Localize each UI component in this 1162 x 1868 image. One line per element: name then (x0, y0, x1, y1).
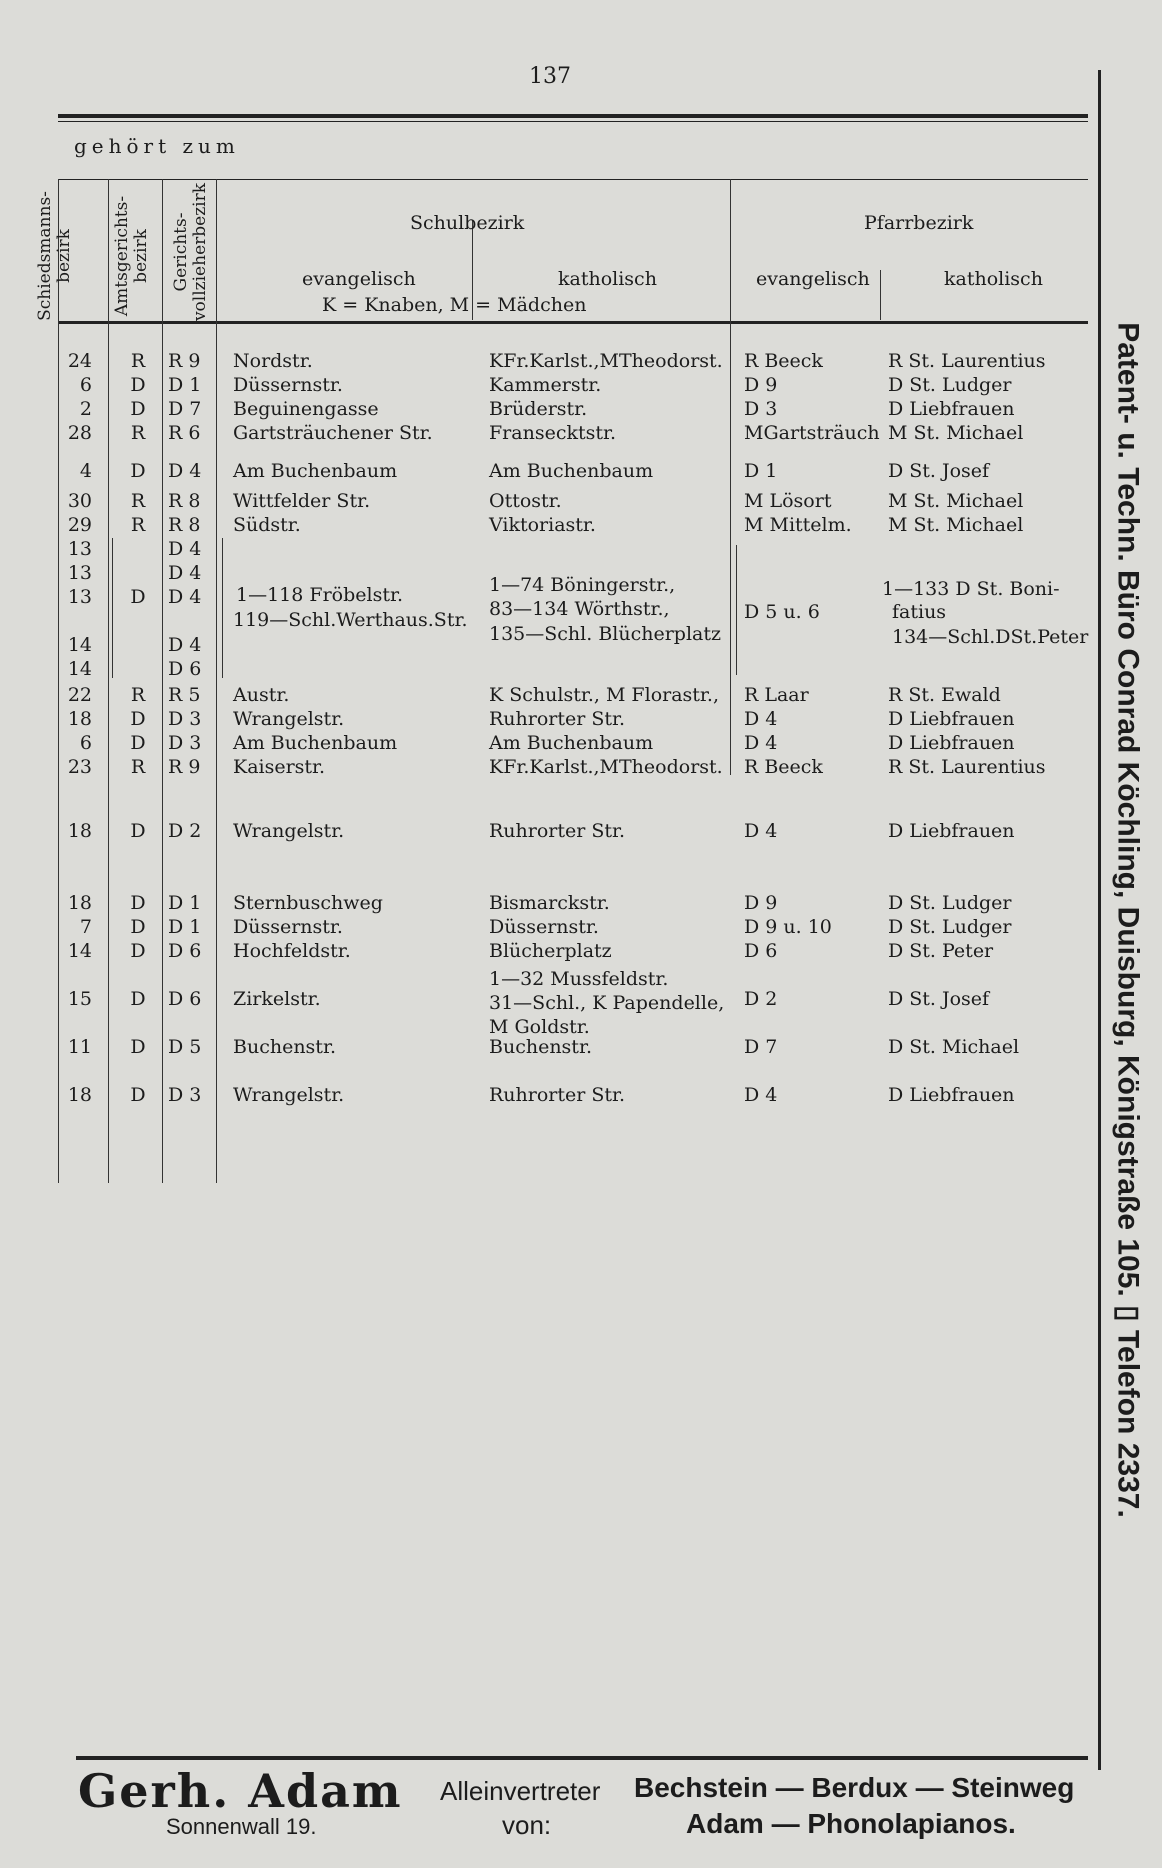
header-gehoert: gehört zum (74, 134, 240, 158)
schul-ev-cell: Nordstr. (233, 350, 313, 372)
table-row (0, 350, 1100, 374)
schiedsmann-cell: 18 (67, 1084, 92, 1106)
table-row (0, 892, 1100, 916)
amtsgericht-cell: R (130, 756, 146, 778)
amtsgericht-cell: D (130, 988, 146, 1010)
schiedsmann-cell: 23 (67, 756, 92, 778)
amtsgericht-cell: R (130, 350, 146, 372)
table-row (0, 398, 1100, 422)
zirkel-kat-line1: 1—32 Mussfeldstr. (489, 968, 669, 990)
schiedsmann-cell: 28 (67, 422, 92, 444)
schul-kat-cell: Am Buchenbaum (489, 460, 654, 482)
group-pkat-line2: fatius (892, 601, 947, 623)
schul-ev-cell: Gartsträuchener Str. (233, 422, 433, 444)
schul-kat-cell: Ruhrorter Str. (489, 708, 626, 730)
amtsgericht-cell: R (130, 514, 146, 536)
schiedsmann-cell: 2 (79, 398, 92, 420)
amtsgericht-cell: D (130, 374, 146, 396)
footer-rule (76, 1756, 1088, 1760)
pfarr-kat-cell: D St. Josef (888, 988, 990, 1010)
schul-ev-cell: Zirkelstr. (233, 988, 321, 1010)
side-advertisement (1098, 200, 1158, 1640)
table-row (0, 916, 1100, 940)
table-row (0, 708, 1100, 732)
gerichtsvollzieher-cell: D 6 (168, 988, 202, 1010)
schul-kat-cell: Ruhrorter Str. (489, 820, 626, 842)
schul-ev-cell: Am Buchenbaum (233, 732, 398, 754)
schul-kat-cell: Bismarckstr. (489, 892, 610, 914)
header-schul-katholisch: katholisch (558, 268, 657, 290)
footer-brand: Gerh. Adam (78, 1764, 403, 1818)
pfarr-kat-cell: R St. Laurentius (888, 350, 1046, 372)
pfarr-ev-cell: R Beeck (744, 756, 823, 778)
gerichtsvollzieher-cell: R 8 (168, 514, 201, 536)
pfarr-ev-cell: D 7 (744, 1036, 778, 1058)
gerichtsvollzieher-cell: R 5 (168, 684, 201, 706)
footer-von: von: (502, 1810, 552, 1840)
schiedsmann-cell: 13 (67, 538, 92, 560)
schiedsmann-cell: 6 (79, 374, 92, 396)
amtsgericht-cell: D (130, 1036, 146, 1058)
schiedsmann-cell: 13 (67, 586, 92, 608)
pfarr-ev-cell: R Laar (744, 684, 809, 706)
table-row (0, 1084, 1100, 1108)
group-kat-line1: 1—74 Böningerstr., (489, 574, 676, 596)
schul-kat-cell: Viktoriastr. (489, 514, 596, 536)
pfarr-kat-cell: D St. Ludger (888, 374, 1012, 396)
zirkel-kat-line2: 31—Schl., K Papendelle, (489, 992, 725, 1014)
schiedsmann-cell: 22 (67, 684, 92, 706)
side-ad-text: Patent- u. Techn. Büro Conrad Köchling, Duisburg, Königstraße 105. ▯ Telefon 2337. (1111, 322, 1145, 1518)
gerichtsvollzieher-cell: D 7 (168, 398, 202, 420)
gerichtsvollzieher-cell: D 6 (168, 940, 202, 962)
pfarr-kat-cell: D Liebfrauen (888, 398, 1015, 420)
amtsgericht-cell: D (130, 586, 146, 608)
pfarr-kat-cell: R St. Ewald (888, 684, 1001, 706)
header-pfarr-katholisch: katholisch (944, 268, 1043, 290)
amtsgericht-cell: D (130, 820, 146, 842)
schiedsmann-cell: 7 (79, 916, 92, 938)
amtsgericht-cell: D (130, 916, 146, 938)
pfarr-kat-cell: D St. Ludger (888, 916, 1012, 938)
amtsgericht-cell: D (130, 892, 146, 914)
pfarr-kat-cell: R St. Laurentius (888, 756, 1046, 778)
table-row (0, 684, 1100, 708)
group-kat-line3: 135—Schl. Blücherplatz (489, 623, 722, 645)
footer-alleinvertreter: Alleinvertreter (440, 1776, 601, 1806)
schul-ev-cell: Buchenstr. (233, 1036, 336, 1058)
table-row (0, 940, 1100, 964)
gerichtsvollzieher-cell: D 1 (168, 892, 202, 914)
table-row (0, 658, 1100, 682)
header-pfarr-evangelisch: evangelisch (756, 268, 870, 290)
amtsgericht-cell: D (130, 732, 146, 754)
table-row (0, 374, 1100, 398)
table-row (0, 732, 1100, 756)
amtsgericht-cell: R (130, 490, 146, 512)
schul-kat-cell: Düssernstr. (489, 916, 599, 938)
amtsgericht-cell: D (130, 1084, 146, 1106)
schiedsmann-cell: 14 (67, 634, 92, 656)
schul-kat-cell: Fransecktstr. (489, 422, 617, 444)
header-schulbezirk: Schulbezirk (410, 212, 525, 234)
col-line (880, 270, 881, 320)
table-row (0, 820, 1100, 844)
gerichtsvollzieher-cell: R 9 (168, 756, 201, 778)
table-row (0, 514, 1100, 538)
pfarr-ev-cell: D 9 (744, 892, 778, 914)
footer-brands-line2: Adam — Phonolapianos. (686, 1808, 1016, 1839)
amtsgericht-cell: D (130, 940, 146, 962)
gerichtsvollzieher-cell: D 4 (168, 460, 202, 482)
table-row (0, 490, 1100, 514)
schul-ev-cell: Wittfelder Str. (233, 490, 371, 512)
pfarr-ev-cell: MGartsträuch (744, 422, 880, 444)
schul-ev-cell: Am Buchenbaum (233, 460, 398, 482)
schiedsmann-cell: 6 (79, 732, 92, 754)
group-ev-line2: 119—Schl.Werthaus.Str. (233, 609, 468, 631)
schul-kat-cell: KFr.Karlst.,MTheodorst. (489, 350, 723, 372)
schul-ev-cell: Düssernstr. (233, 916, 343, 938)
pfarr-kat-cell: M St. Michael (888, 490, 1024, 512)
footer-brands-line1: Bechstein — Berdux — Steinweg (634, 1772, 1075, 1803)
schiedsmann-cell: 30 (67, 490, 92, 512)
group-pkat-line1: 1—133 D St. Boni- (882, 578, 1060, 600)
pfarr-ev-cell: D 4 (744, 732, 778, 754)
schul-ev-cell: Südstr. (233, 514, 301, 536)
schul-kat-cell: Buchenstr. (489, 1036, 592, 1058)
pfarr-kat-cell: D St. Peter (888, 940, 994, 962)
gerichtsvollzieher-cell: D 1 (168, 916, 202, 938)
schul-ev-cell: Wrangelstr. (233, 820, 345, 842)
header-amtsgericht: Amtsgerichts-bezirk (112, 195, 151, 317)
group-ev-line1: 1—118 Fröbelstr. (236, 584, 404, 606)
header-gerichtsvollzieher: Gerichts-vollzieherbezirk (171, 182, 210, 322)
pfarr-ev-cell: D 3 (744, 398, 778, 420)
gerichtsvollzieher-cell: D 3 (168, 1084, 202, 1106)
pfarr-ev-cell: D 4 (744, 1084, 778, 1106)
gerichtsvollzieher-cell: D 4 (168, 538, 202, 560)
schiedsmann-cell: 15 (67, 988, 92, 1010)
schiedsmann-cell: 13 (67, 562, 92, 584)
schul-kat-cell: KFr.Karlst.,MTheodorst. (489, 756, 723, 778)
table-row (0, 756, 1100, 780)
pfarr-ev-cell: D 6 (744, 940, 778, 962)
schiedsmann-cell: 18 (67, 708, 92, 730)
gerichtsvollzieher-cell: D 4 (168, 586, 202, 608)
gerichtsvollzieher-cell: R 6 (168, 422, 201, 444)
header-legend: K = Knaben, M = Mädchen (322, 294, 587, 316)
group-brace (112, 538, 113, 678)
schul-ev-cell: Kaiserstr. (233, 756, 326, 778)
pfarr-kat-cell: D St. Michael (888, 1036, 1020, 1058)
schiedsmann-cell: 18 (67, 892, 92, 914)
schul-kat-cell: Kammerstr. (489, 374, 602, 396)
table-row (0, 422, 1100, 446)
pfarr-ev-cell: D 1 (744, 460, 778, 482)
group-kat-line2: 83—134 Wörthstr., (489, 598, 670, 620)
schul-kat-cell: Am Buchenbaum (489, 732, 654, 754)
schiedsmann-cell: 29 (67, 514, 92, 536)
pfarr-kat-cell: D St. Ludger (888, 892, 1012, 914)
top-rule-thin (58, 121, 1088, 122)
pfarr-kat-cell: D Liebfrauen (888, 732, 1015, 754)
table-row (0, 538, 1100, 562)
gerichtsvollzieher-cell: R 8 (168, 490, 201, 512)
schul-ev-cell: Düssernstr. (233, 374, 343, 396)
table-row (0, 460, 1100, 484)
group-brace (222, 538, 223, 678)
group-pkat-line3: 134—Schl.DSt.Peter (892, 626, 1089, 648)
group-pev: D 5 u. 6 (744, 601, 820, 623)
schiedsmann-cell: 4 (79, 460, 92, 482)
pfarr-kat-cell: D Liebfrauen (888, 708, 1015, 730)
header-schul-evangelisch: evangelisch (302, 268, 416, 290)
schul-ev-cell: Wrangelstr. (233, 1084, 345, 1106)
gerichtsvollzieher-cell: D 1 (168, 374, 202, 396)
gerichtsvollzieher-cell: D 6 (168, 658, 202, 680)
top-rule (58, 114, 1088, 118)
gerichtsvollzieher-cell: R 9 (168, 350, 201, 372)
pfarr-ev-cell: D 2 (744, 988, 778, 1010)
pfarr-ev-cell: D 9 u. 10 (744, 916, 832, 938)
gerichtsvollzieher-cell: D 5 (168, 1036, 202, 1058)
footer-address: Sonnenwall 19. (166, 1814, 317, 1839)
pfarr-kat-cell: D Liebfrauen (888, 820, 1015, 842)
schul-kat-cell: K Schulstr., M Florastr., (489, 684, 720, 706)
table-row (0, 1036, 1100, 1060)
pfarr-kat-cell: D St. Josef (888, 460, 990, 482)
schiedsmann-cell: 11 (67, 1036, 92, 1058)
pfarr-kat-cell: M St. Michael (888, 514, 1024, 536)
pfarr-ev-cell: D 4 (744, 708, 778, 730)
schiedsmann-cell: 24 (67, 350, 92, 372)
schul-kat-cell: Brüderstr. (489, 398, 588, 420)
pfarr-ev-cell: R Beeck (744, 350, 823, 372)
schul-ev-cell: Hochfeldstr. (233, 940, 351, 962)
gerichtsvollzieher-cell: D 3 (168, 732, 202, 754)
pfarr-ev-cell: D 9 (744, 374, 778, 396)
amtsgericht-cell: R (130, 422, 146, 444)
amtsgericht-cell: D (130, 708, 146, 730)
header-schiedsmann: Schiedsmanns-bezirk (35, 191, 74, 321)
schul-ev-cell: Sternbuschweg (233, 892, 383, 914)
schul-ev-cell: Beguinengasse (233, 398, 379, 420)
pfarr-ev-cell: D 4 (744, 820, 778, 842)
schul-kat-cell: Ottostr. (489, 490, 562, 512)
schul-ev-cell: Austr. (233, 684, 290, 706)
gerichtsvollzieher-cell: D 4 (168, 634, 202, 656)
amtsgericht-cell: D (130, 460, 146, 482)
schiedsmann-cell: 14 (67, 940, 92, 962)
pfarr-ev-cell: M Lösort (744, 490, 832, 512)
page-number: 137 (529, 64, 571, 89)
pfarr-kat-cell: D Liebfrauen (888, 1084, 1015, 1106)
amtsgericht-cell: R (130, 684, 146, 706)
schul-kat-cell: Ruhrorter Str. (489, 1084, 626, 1106)
gerichtsvollzieher-cell: D 2 (168, 820, 202, 842)
schiedsmann-cell: 18 (67, 820, 92, 842)
header-pfarrbezirk: Pfarrbezirk (864, 212, 974, 234)
pfarr-kat-cell: M St. Michael (888, 422, 1024, 444)
pfarr-ev-cell: M Mittelm. (744, 514, 852, 536)
gerichtsvollzieher-cell: D 4 (168, 562, 202, 584)
header-rule-top (58, 179, 1088, 180)
group-brace (736, 545, 737, 675)
schul-ev-cell: Wrangelstr. (233, 708, 345, 730)
amtsgericht-cell: D (130, 398, 146, 420)
schul-kat-cell: Blücherplatz (489, 940, 612, 962)
schiedsmann-cell: 14 (67, 658, 92, 680)
zirkel-kat-line3: M Goldstr. (489, 1016, 590, 1038)
gerichtsvollzieher-cell: D 3 (168, 708, 202, 730)
